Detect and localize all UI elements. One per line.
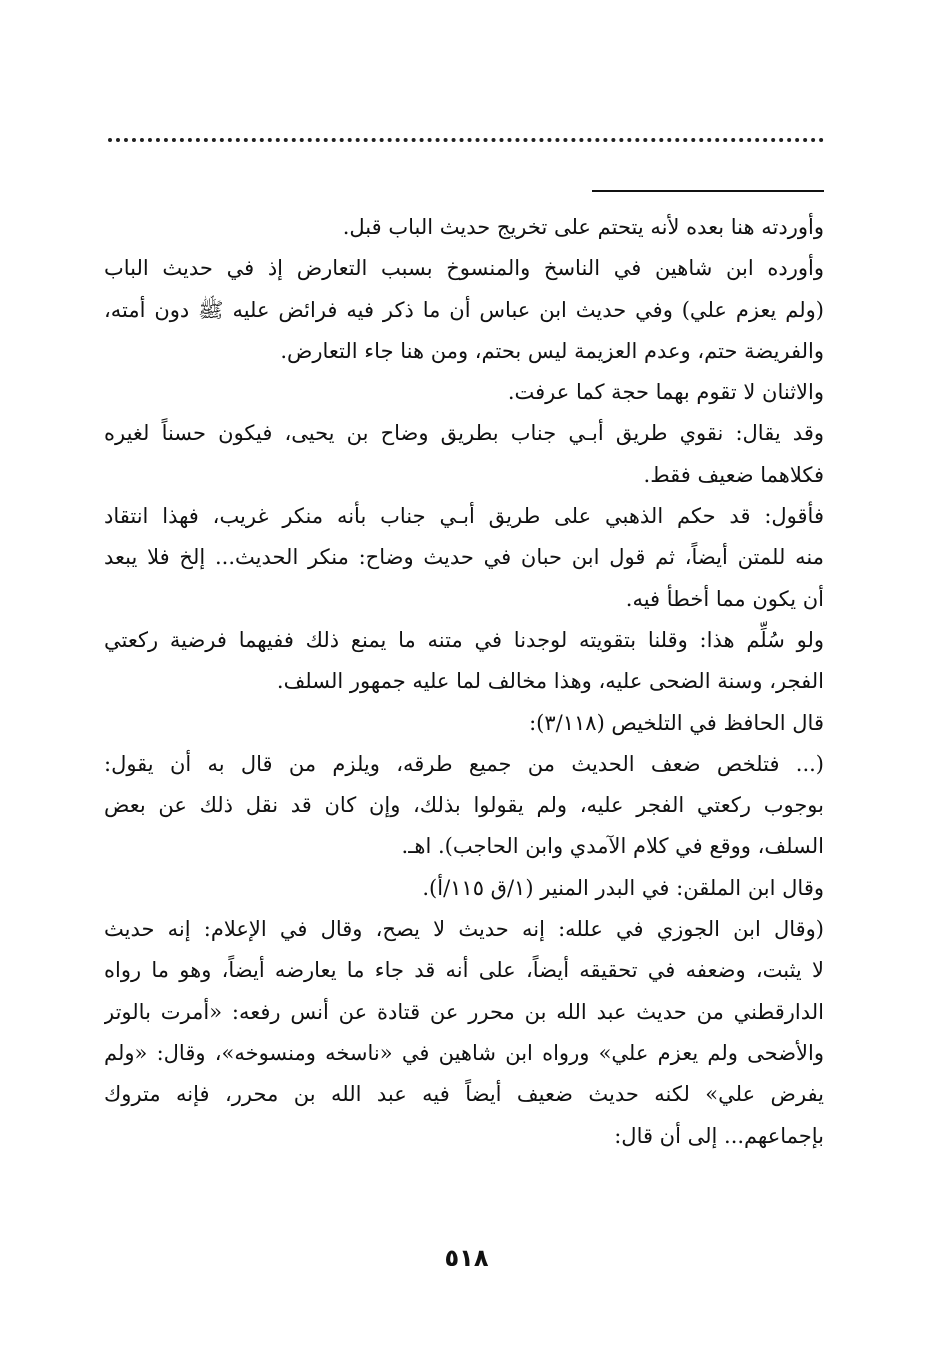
- text-line-4: والفريضة حتم، وعدم العزيمة ليس بحتم، ومن هنا جاء التعارض.: [280, 338, 824, 363]
- text-line-3: (ولم يعزم علي) وفي حديث ابن عباس أن ما ذكر فيه فرائض عليه ﷺ دون أمته،: [104, 297, 824, 322]
- text-line-10: أن يكون مما أخطأ فيه.: [625, 586, 824, 611]
- text-line-5: والاثنان لا تقوم بهما حجة كما عرفت.: [507, 380, 824, 405]
- text-line-13: قال الحافظ في التلخيص (٣/١١٨):: [529, 710, 824, 735]
- dotted-separator: [108, 138, 824, 142]
- text-line-2: وأورده ابن شاهين في الناسخ والمنسوخ بسبب التعارض إذ في حديث الباب: [104, 256, 824, 281]
- text-line-17: وقال ابن الملقن: في البدر المنير (١/ق ١١٥/أ).: [422, 875, 824, 900]
- page-number: ٥١٨: [444, 1244, 489, 1272]
- text-line-12: الفجر، وسنة الضحى عليه، وهذا مخالف لما عليه جمهور السلف.: [276, 669, 824, 694]
- text-line-1: وأوردته هنا بعده لأنه يتحتم على تخريج حديث الباب قبل.: [342, 215, 824, 239]
- text-line-20: الدارقطني من حديث عبد الله بن محرر عن قتادة عن أنس رفعه: «أمرت بالوتر: [104, 999, 824, 1024]
- text-line-9: منه للمتن أيضاً، ثم قول ابن حبان في حديث وضاح: منكر الحديث... إلخ فلا يبعد: [104, 545, 824, 570]
- text-line-22: يفرض علي» لكنه حديث ضعيف أيضاً فيه عبد الله بن محرر، فإنه متروك: [104, 1082, 824, 1107]
- text-line-16: السلف، ووقع في كلام الآمدي وابن الحاجب). اهـ.: [401, 834, 824, 859]
- text-line-19: لا يثبت، وضعفه في تحقيقه أيضاً، على أنه قد جاء ما يعارضه أيضاً، وهو ما رواه: [104, 958, 824, 983]
- text-line-14: (... فتلخص ضعف الحديث من جميع طرقه، ويلزم من قال به أن يقول:: [104, 751, 824, 776]
- footnote-rule: [592, 190, 824, 192]
- text-line-6: وقد يقال: نقوي طريق أبـي جناب بطريق وضاح بن يحيى، فيكون حسناً لغيره: [104, 421, 824, 446]
- text-line-23: بإجماعهم... إلى أن قال:: [614, 1123, 824, 1148]
- text-line-21: والأضحى ولم يعزم علي» ورواه ابن شاهين في «ناسخه ومنسوخه»، وقال: «ولم: [104, 1040, 824, 1065]
- text-line-15: بوجوب ركعتي الفجر عليه، ولم يقولوا بذلك، وإن كان قد نقل ذلك عن بعض: [104, 793, 824, 818]
- text-line-11: ولو سُلِّم هذا: وقلنا بتقويته لوجدنا في متنه ما يمنع ذلك ففيهما فرضية ركعتي: [104, 627, 824, 652]
- text-line-18: (وقال ابن الجوزي في علله: إنه حديث لا يصح، وقال في الإعلام: إنه حديث: [104, 917, 824, 942]
- body-text: [104, 207, 824, 1157]
- text-line-7: فكلاهما ضعيف فقط.: [643, 462, 824, 487]
- text-line-8: فأقول: قد حكم الذهبي على طريق أبـي جناب بأنه منكر غريب، فهذا انتقاد: [104, 504, 824, 529]
